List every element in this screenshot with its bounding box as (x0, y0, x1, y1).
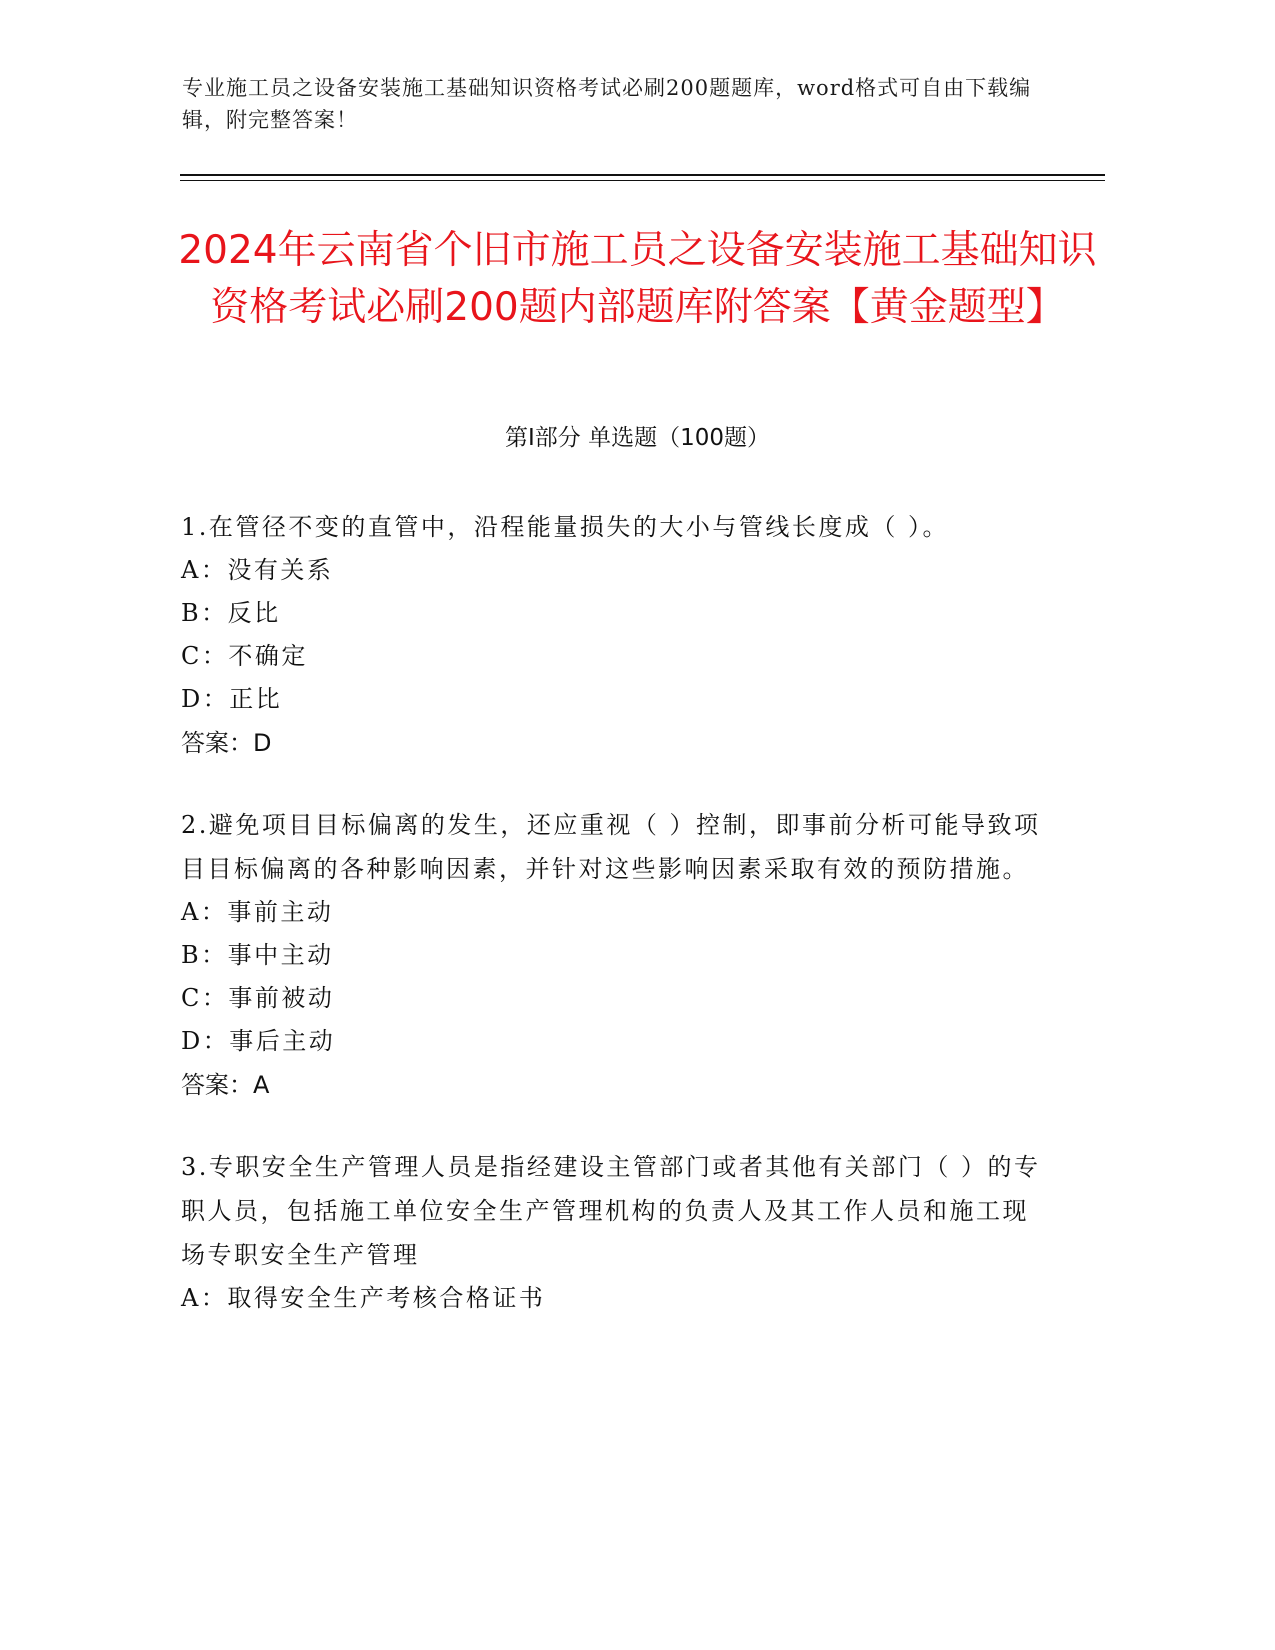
option-c: C：不确定 (181, 642, 308, 670)
option-b: B：事中主动 (181, 941, 334, 969)
option-c: C：事前被动 (181, 984, 335, 1012)
header-rule-thick (180, 174, 1105, 176)
option-a: A：没有关系 (181, 556, 334, 584)
question-stem: 3.专职安全生产管理人员是指经建设主管部门或者其他有关部门（ ）的专职人员，包括施工单位安全生产管理机构的负责人及其工作人员和施工现场专职安全生产管理 (181, 1153, 1041, 1269)
answer: 答案：D (181, 729, 272, 757)
option-a: A：取得安全生产考核合格证书 (181, 1284, 546, 1312)
option-b: B：反比 (181, 599, 281, 627)
option-d: D：事后主动 (181, 1027, 336, 1055)
option-a: A：事前主动 (181, 898, 334, 926)
question-2 (181, 803, 1041, 1107)
question-list (181, 505, 1041, 1358)
question-1 (181, 505, 1041, 765)
document-title: 2024年云南省个旧市施工员之设备安装施工基础知识资格考试必刷200题内部题库附答案【黄金题型】 (178, 228, 1097, 330)
question-stem: 1.在管径不变的直管中，沿程能量损失的大小与管线长度成（ ）。 (181, 513, 950, 541)
option-d: D：正比 (181, 685, 283, 713)
question-stem: 2.避免项目目标偏离的发生，还应重视（ ）控制，即事前分析可能导致项目目标偏离的各种影响因素，并针对这些影响因素采取有效的预防措施。 (181, 811, 1041, 883)
header-rule-thin (180, 180, 1105, 181)
answer: 答案：A (181, 1071, 270, 1099)
header-note: 专业施工员之设备安装施工基础知识资格考试必刷200题题库，word格式可自由下载编辑，附完整答案！ (182, 76, 1032, 132)
section-title: 第Ⅰ部分 单选题（100题） (505, 425, 770, 451)
question-3 (181, 1145, 1041, 1320)
